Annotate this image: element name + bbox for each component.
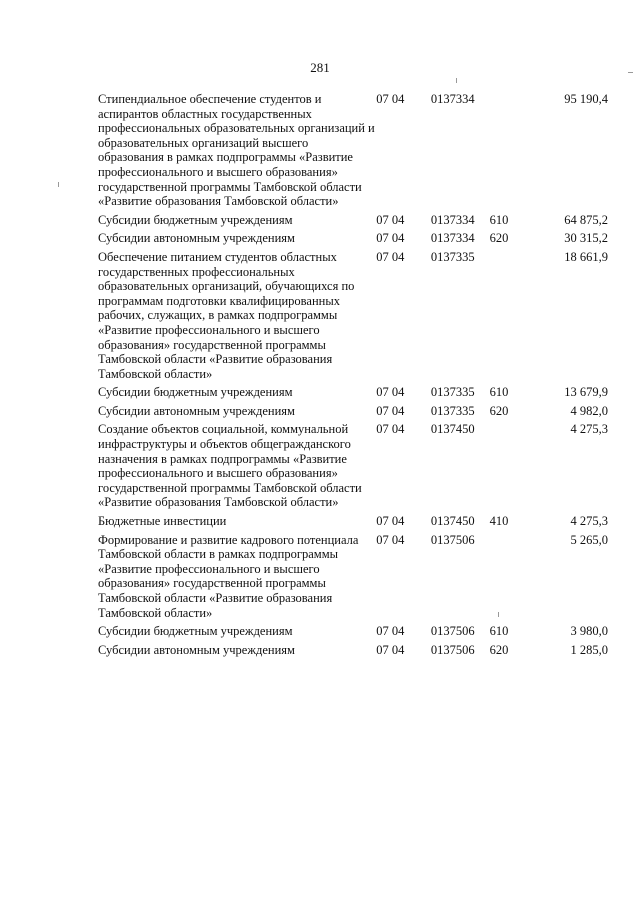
expense-type-code [490, 250, 533, 385]
expense-type-code: 610 [489, 212, 509, 227]
expense-name: Формирование и развитие кадрового потенциала Тамбовской области в рамках подпрограммы «Развитие профессионального и высшего образования» государственной программы Тамбовской области «Развитие образования Тамбовской области» [98, 532, 359, 620]
target-item-code: 0137335 [430, 403, 475, 418]
section-code: 07 04 [376, 532, 405, 547]
amount: 3 980,0 [570, 624, 608, 639]
target-item-code: 0137450 [430, 422, 475, 437]
target-item-code: 0137450 [430, 514, 475, 529]
section-code: 07 04 [376, 642, 405, 657]
expense-type-code: 610 [489, 624, 509, 639]
scan-mark [58, 182, 59, 187]
amount: 30 315,2 [564, 231, 608, 246]
table-row [98, 514, 608, 533]
table-row [98, 422, 608, 514]
table-row [98, 213, 608, 232]
table-row [98, 533, 608, 625]
expense-name: Субсидии автономным учреждениям [98, 403, 295, 418]
section-code: 07 04 [376, 422, 405, 437]
expense-type-code [490, 533, 533, 625]
target-item-code: 0137506 [430, 624, 475, 639]
section-code: 07 04 [376, 92, 405, 106]
section-code: 07 04 [376, 231, 405, 246]
table-row [98, 92, 608, 213]
section-code: 07 04 [376, 403, 405, 418]
expense-name: Субсидии бюджетным учреждениям [98, 624, 293, 639]
table-row [98, 624, 608, 643]
scan-mark [456, 78, 457, 83]
table-row [98, 231, 608, 250]
table-row [98, 250, 608, 385]
expense-type-code: 620 [489, 231, 509, 246]
target-item-code: 0137506 [430, 532, 475, 547]
amount: 5 265,0 [570, 532, 608, 547]
expense-type-code: 610 [489, 385, 509, 400]
expense-type-code: 620 [489, 642, 509, 657]
amount: 4 275,3 [570, 514, 608, 529]
expense-type-code: 620 [489, 403, 509, 418]
expense-name: Создание объектов социальной, коммунальной инфраструктуры и объектов общегражданского назначения в рамках подпрограммы «Развитие профессионального и высшего образования» государственной программы Тамбовской области «Развитие образования Тамбовской области» [98, 422, 362, 510]
expense-name: Субсидии бюджетным учреждениям [98, 385, 293, 400]
expense-name: Субсидии автономным учреждениям [98, 231, 295, 246]
table-row [98, 385, 608, 404]
amount: 13 679,9 [564, 385, 608, 400]
expense-name: Стипендиальное обеспечение студентов и аспирантов областных государственных профессиональных образовательных организаций и образовательных организаций высшего образования в рамках подпрограммы «Развитие профессионального и высшего образования» государственной программы Тамбовской области «Развитие образования Тамбовской области» [98, 92, 375, 209]
amount: 4 982,0 [570, 403, 608, 418]
budget-table [98, 92, 608, 661]
expense-name: Субсидии бюджетным учреждениям [98, 212, 293, 227]
expense-type-code [490, 422, 533, 514]
expense-type-code [490, 92, 533, 213]
table-row [98, 643, 608, 662]
expense-type-code: 410 [489, 514, 509, 529]
section-code: 07 04 [376, 514, 405, 529]
target-item-code: 0137335 [430, 249, 475, 264]
expense-name: Субсидии автономным учреждениям [98, 642, 295, 657]
amount: 4 275,3 [570, 422, 608, 437]
target-item-code: 0137334 [430, 92, 475, 106]
section-code: 07 04 [376, 212, 405, 227]
section-code: 07 04 [376, 249, 405, 264]
expense-name: Бюджетные инвестиции [98, 514, 227, 529]
amount: 64 875,2 [564, 212, 608, 227]
expense-name: Обеспечение питанием студентов областных государственных профессиональных образовательных организаций, обучающихся по программам подготовки квалифицированных рабочих, служащих, в рамках подпрограммы «Развитие профессионального и высшего образования» государственной программы Тамбовской области «Развитие образования Тамбовской области» [98, 249, 355, 381]
section-code: 07 04 [376, 385, 405, 400]
amount: 18 661,9 [564, 249, 608, 264]
amount: 1 285,0 [570, 642, 608, 657]
amount: 95 190,4 [564, 92, 608, 106]
target-item-code: 0137334 [430, 231, 475, 246]
target-item-code: 0137335 [430, 385, 475, 400]
target-item-code: 0137506 [430, 642, 475, 657]
target-item-code: 0137334 [430, 212, 475, 227]
scan-mark [628, 72, 633, 73]
table-row [98, 404, 608, 423]
page-number: 281 [310, 60, 330, 75]
section-code: 07 04 [376, 624, 405, 639]
